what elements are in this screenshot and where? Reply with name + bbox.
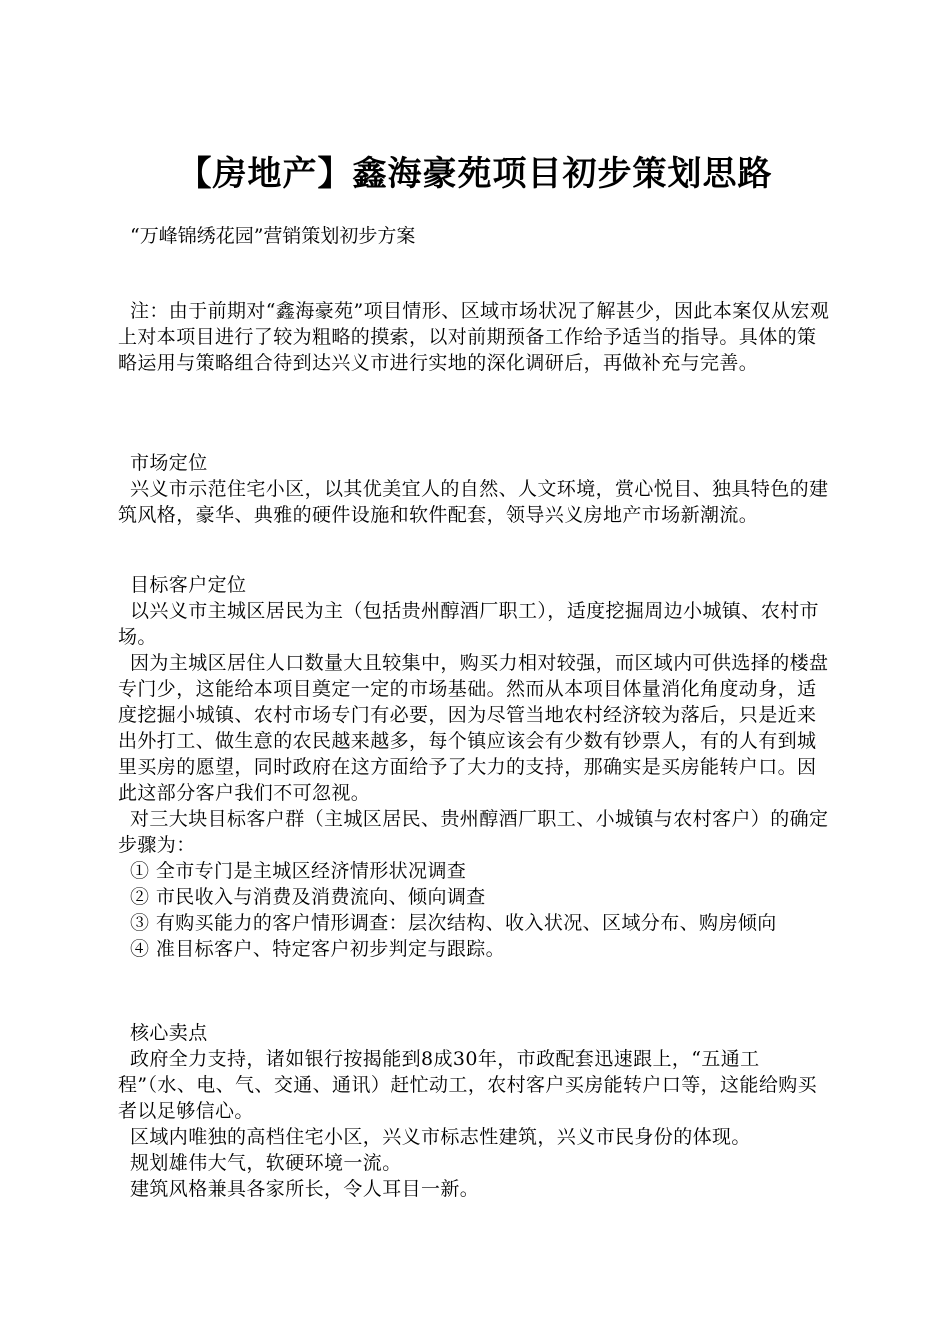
note-block — [118, 298, 830, 376]
list-item: ② 市民收入与消费及消费流向、倾向调查 — [130, 886, 486, 908]
section-paragraph: 以兴义市主城区居民为主（包括贵州醇酒厂职工），适度挖掘周边小城镇、农村市场。 — [118, 600, 819, 648]
section-paragraph: 因为主城区居住人口数量大且较集中，购买力相对较强，而区域内可供选择的楼盘专门少，这能给本项目奠定一定的市场基础。然而从本项目体量消化角度动身，适度挖掘小城镇、农村市场专门有必要，因为尽管当地农村经济较为落后，只是近来出外打工、做生意的农民越来越多，每个镇应该会有少数有钞票人，有的人有到城里买房的愿望，同时政府在这方面给予了大力的支持，那确实是买房能转户口。因此这部分客户我们不可忽视。 — [118, 652, 829, 804]
list-item: ④ 准目标客户、特定客户初步判定与跟踪。 — [130, 938, 506, 960]
list-item: ③ 有购买能力的客户情形调查：层次结构、收入状况、区域分布、购房倾向 — [130, 912, 777, 934]
document-title: 【房地产】鑫海豪苑项目初步策划思路 — [177, 154, 773, 194]
section-paragraph: 政府全力支持，诸如银行按揭能到8成30年，市政配套迅速跟上，“五通工程”（水、电、气、交通、通讯）赶忙动工，农村客户买房能转户口等，这能给购买者以足够信心。 — [118, 1048, 818, 1122]
section-target-customers — [118, 572, 830, 962]
section-heading: 目标客户定位 — [130, 574, 247, 596]
section-paragraph: 区域内唯独的高档住宅小区，兴义市标志性建筑，兴义市民身份的体现。 — [130, 1126, 751, 1148]
document-subtitle: “万峰锦绣花园”营销策划初步方案 — [130, 225, 416, 247]
note-paragraph: 注：由于前期对“鑫海豪苑”项目情形、区域市场状况了解甚少，因此本案仅从宏观上对本项目进行了较为粗略的摸索，以对前期预备工作给予适当的指导。具体的策略运用与策略组合待到达兴义市进行实地的深化调研后，再做补充与完善。 — [118, 300, 830, 374]
section-heading: 市场定位 — [130, 452, 208, 474]
section-market-positioning — [118, 450, 830, 528]
section-paragraph: 建筑风格兼具各家所长，令人耳目一新。 — [130, 1178, 480, 1200]
section-core-selling-points — [118, 1020, 830, 1202]
list-item: ① 全市专门是主城区经济情形状况调查 — [130, 860, 467, 882]
section-paragraph: 兴义市示范住宅小区，以其优美宜人的自然、人文环境，赏心悦目、独具特色的建筑风格，豪华、典雅的硬件设施和软件配套，领导兴义房地产市场新潮流。 — [118, 478, 829, 526]
section-paragraph: 对三大块目标客户群（主城区居民、贵州醇酒厂职工、小城镇与农村客户）的确定步骤为： — [118, 808, 829, 856]
section-paragraph: 规划雄伟大气，软硬环境一流。 — [130, 1152, 402, 1174]
section-heading: 核心卖点 — [130, 1022, 208, 1044]
